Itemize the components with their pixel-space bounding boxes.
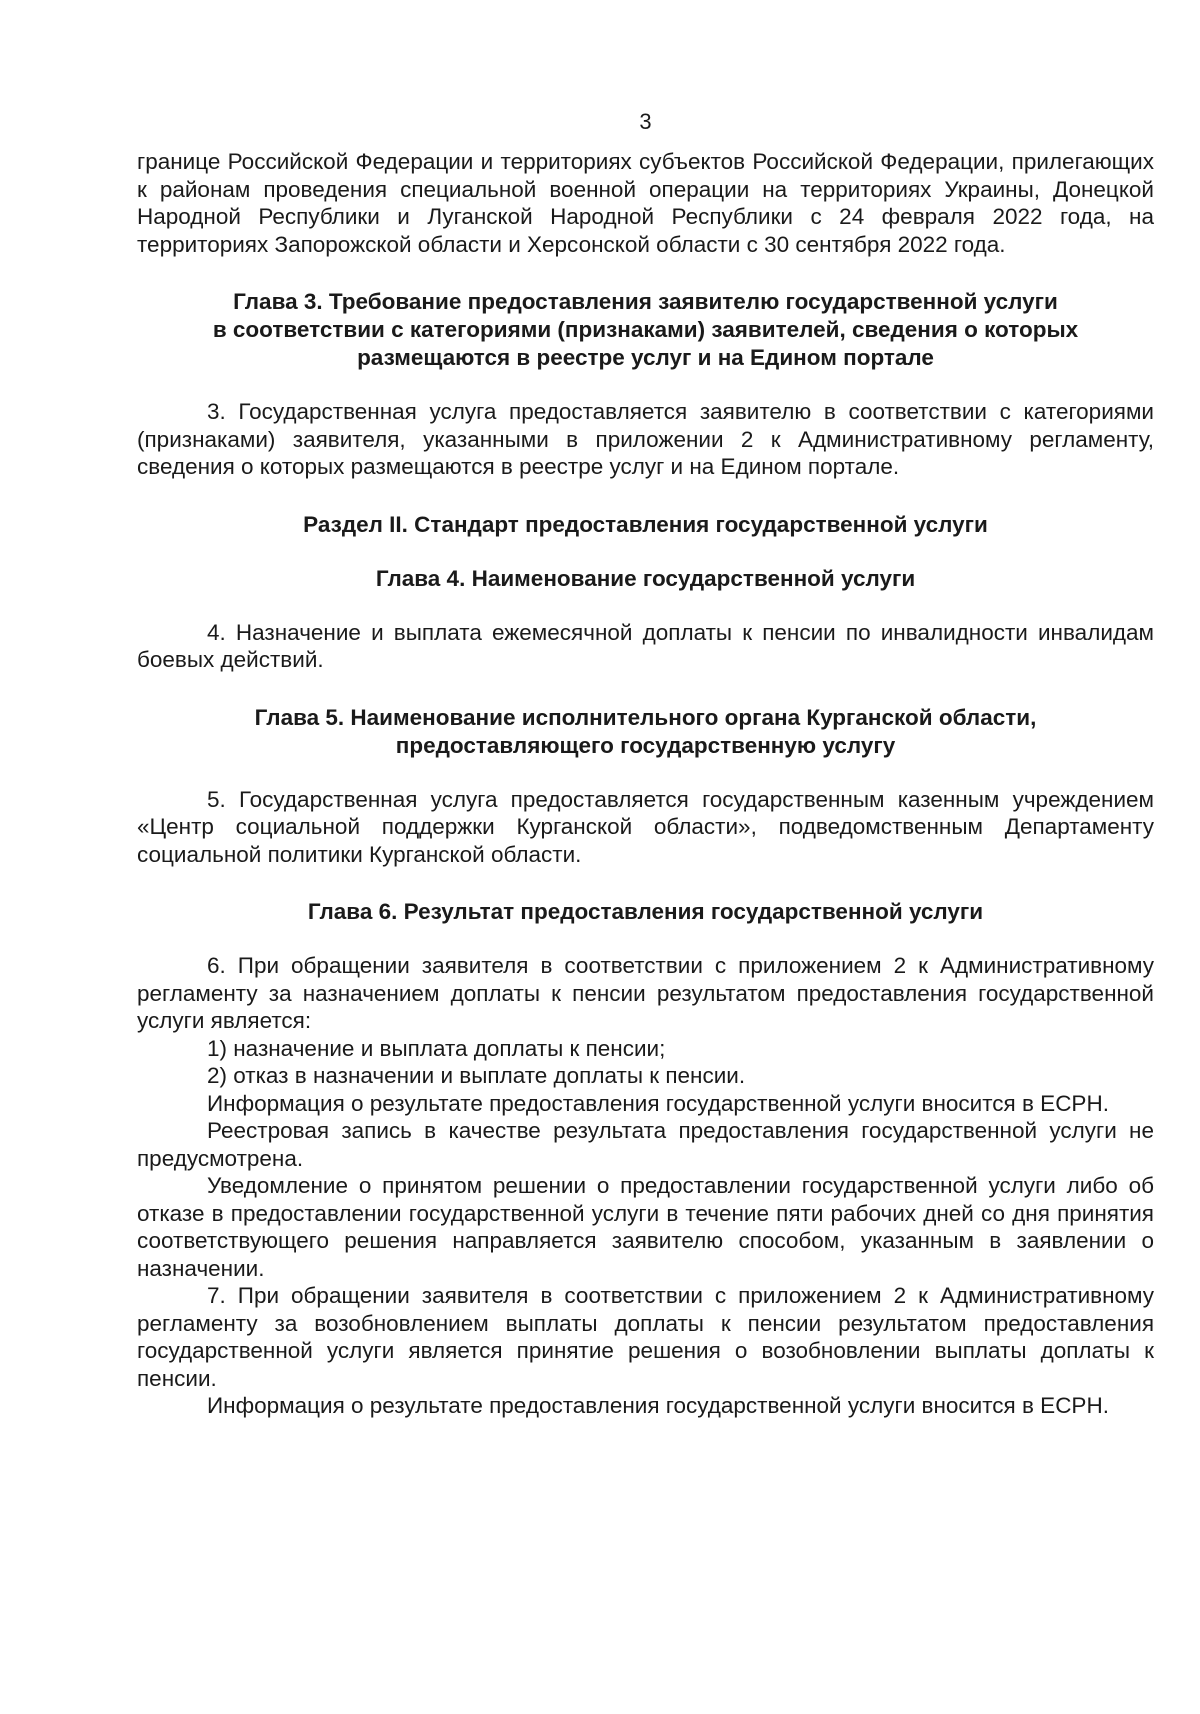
info-paragraph-1: Информация о результате предоставления государственной услуги вносится в ЕСРН. <box>207 1090 1109 1116</box>
chapter-5-title-line-1: Глава 5. Наименование исполнительного органа Курганской области, <box>254 704 1037 730</box>
chapter-6-title: Глава 6. Результат предоставления государственной услуги <box>307 899 984 924</box>
chapter-3-title-line-2: в соответствии с категориями (признаками) заявителей, сведения о которых <box>212 317 1079 342</box>
list-item-1: 1) назначение и выплата доплаты к пенсии; <box>207 1035 666 1061</box>
list-item-2: 2) отказ в назначении и выплате доплаты к пенсии. <box>207 1063 746 1088</box>
chapter-5-title-line-2: предоставляющего государственную услугу <box>395 732 896 758</box>
registry-paragraph: Реестровая запись в качестве результата предоставления государственной услуги не предусмотрена. <box>137 1118 1154 1171</box>
chapter-4-title: Глава 4. Наименование государственной услуги <box>375 565 916 591</box>
paragraph-5: 5. Государственная услуга предоставляется государственным казенным учреждением «Центр социальной поддержки Курганской области», подведомственным Департаменту социальной политики Курганской области. <box>137 786 1154 867</box>
chapter-3-title-line-1: Глава 3. Требование предоставления заявителю государственной услуги <box>233 289 1058 314</box>
paragraph-3: 3. Государственная услуга предоставляется заявителю в соответствии с категориями (признаками) заявителя, указанными в приложении 2 к Административному регламенту, сведения о которых размещаются в реестре услуг и на Едином портале. <box>137 399 1154 479</box>
paragraph-7: 7. При обращении заявителя в соответствии с приложением 2 к Административному регламенту за возобновлением выплаты доплаты к пенсии результатом предоставления государственной услуги является принятие решения о возобновлении выплаты доплаты к пенсии. <box>137 1283 1154 1391</box>
info-paragraph-2: Информация о результате предоставления государственной услуги вносится в ЕСРН. <box>207 1393 1109 1418</box>
chapter-3-title <box>137 288 1154 372</box>
chapter-3-title-line-3: размещаются в реестре услуг и на Едином портале <box>357 345 934 370</box>
intro-paragraph: границе Российской Федерации и территориях субъектов Российской Федерации, прилегающих к районам проведения специальной военной операции на территориях Украины, Донецкой Народной Республики и Луганской Народной Республики с 24 февраля 2022 года, на территориях Запорожской области и Херсонской области с 30 сентября 2022 года. <box>137 149 1154 257</box>
paragraph-4: 4. Назначение и выплата ежемесячной доплаты к пенсии по инвалидности инвалидам боевых действий. <box>137 619 1154 672</box>
page-content <box>137 108 1154 1420</box>
page-number: 3 <box>639 109 652 134</box>
paragraph-6: 6. При обращении заявителя в соответствии с приложением 2 к Административному регламенту за назначением доплаты к пенсии результатом предоставления государственной услуги является: <box>137 953 1154 1033</box>
section-2-title: Раздел II. Стандарт предоставления государственной услуги <box>303 511 988 537</box>
notice-paragraph: Уведомление о принятом решении о предоставлении государственной услуги либо об отказе в предоставлении государственной услуги в течение пяти рабочих дней со дня принятия соответствующего решения направляется заявителю способом, указанным в заявлении о назначении. <box>137 1173 1154 1281</box>
chapter-5-title <box>137 704 1154 760</box>
